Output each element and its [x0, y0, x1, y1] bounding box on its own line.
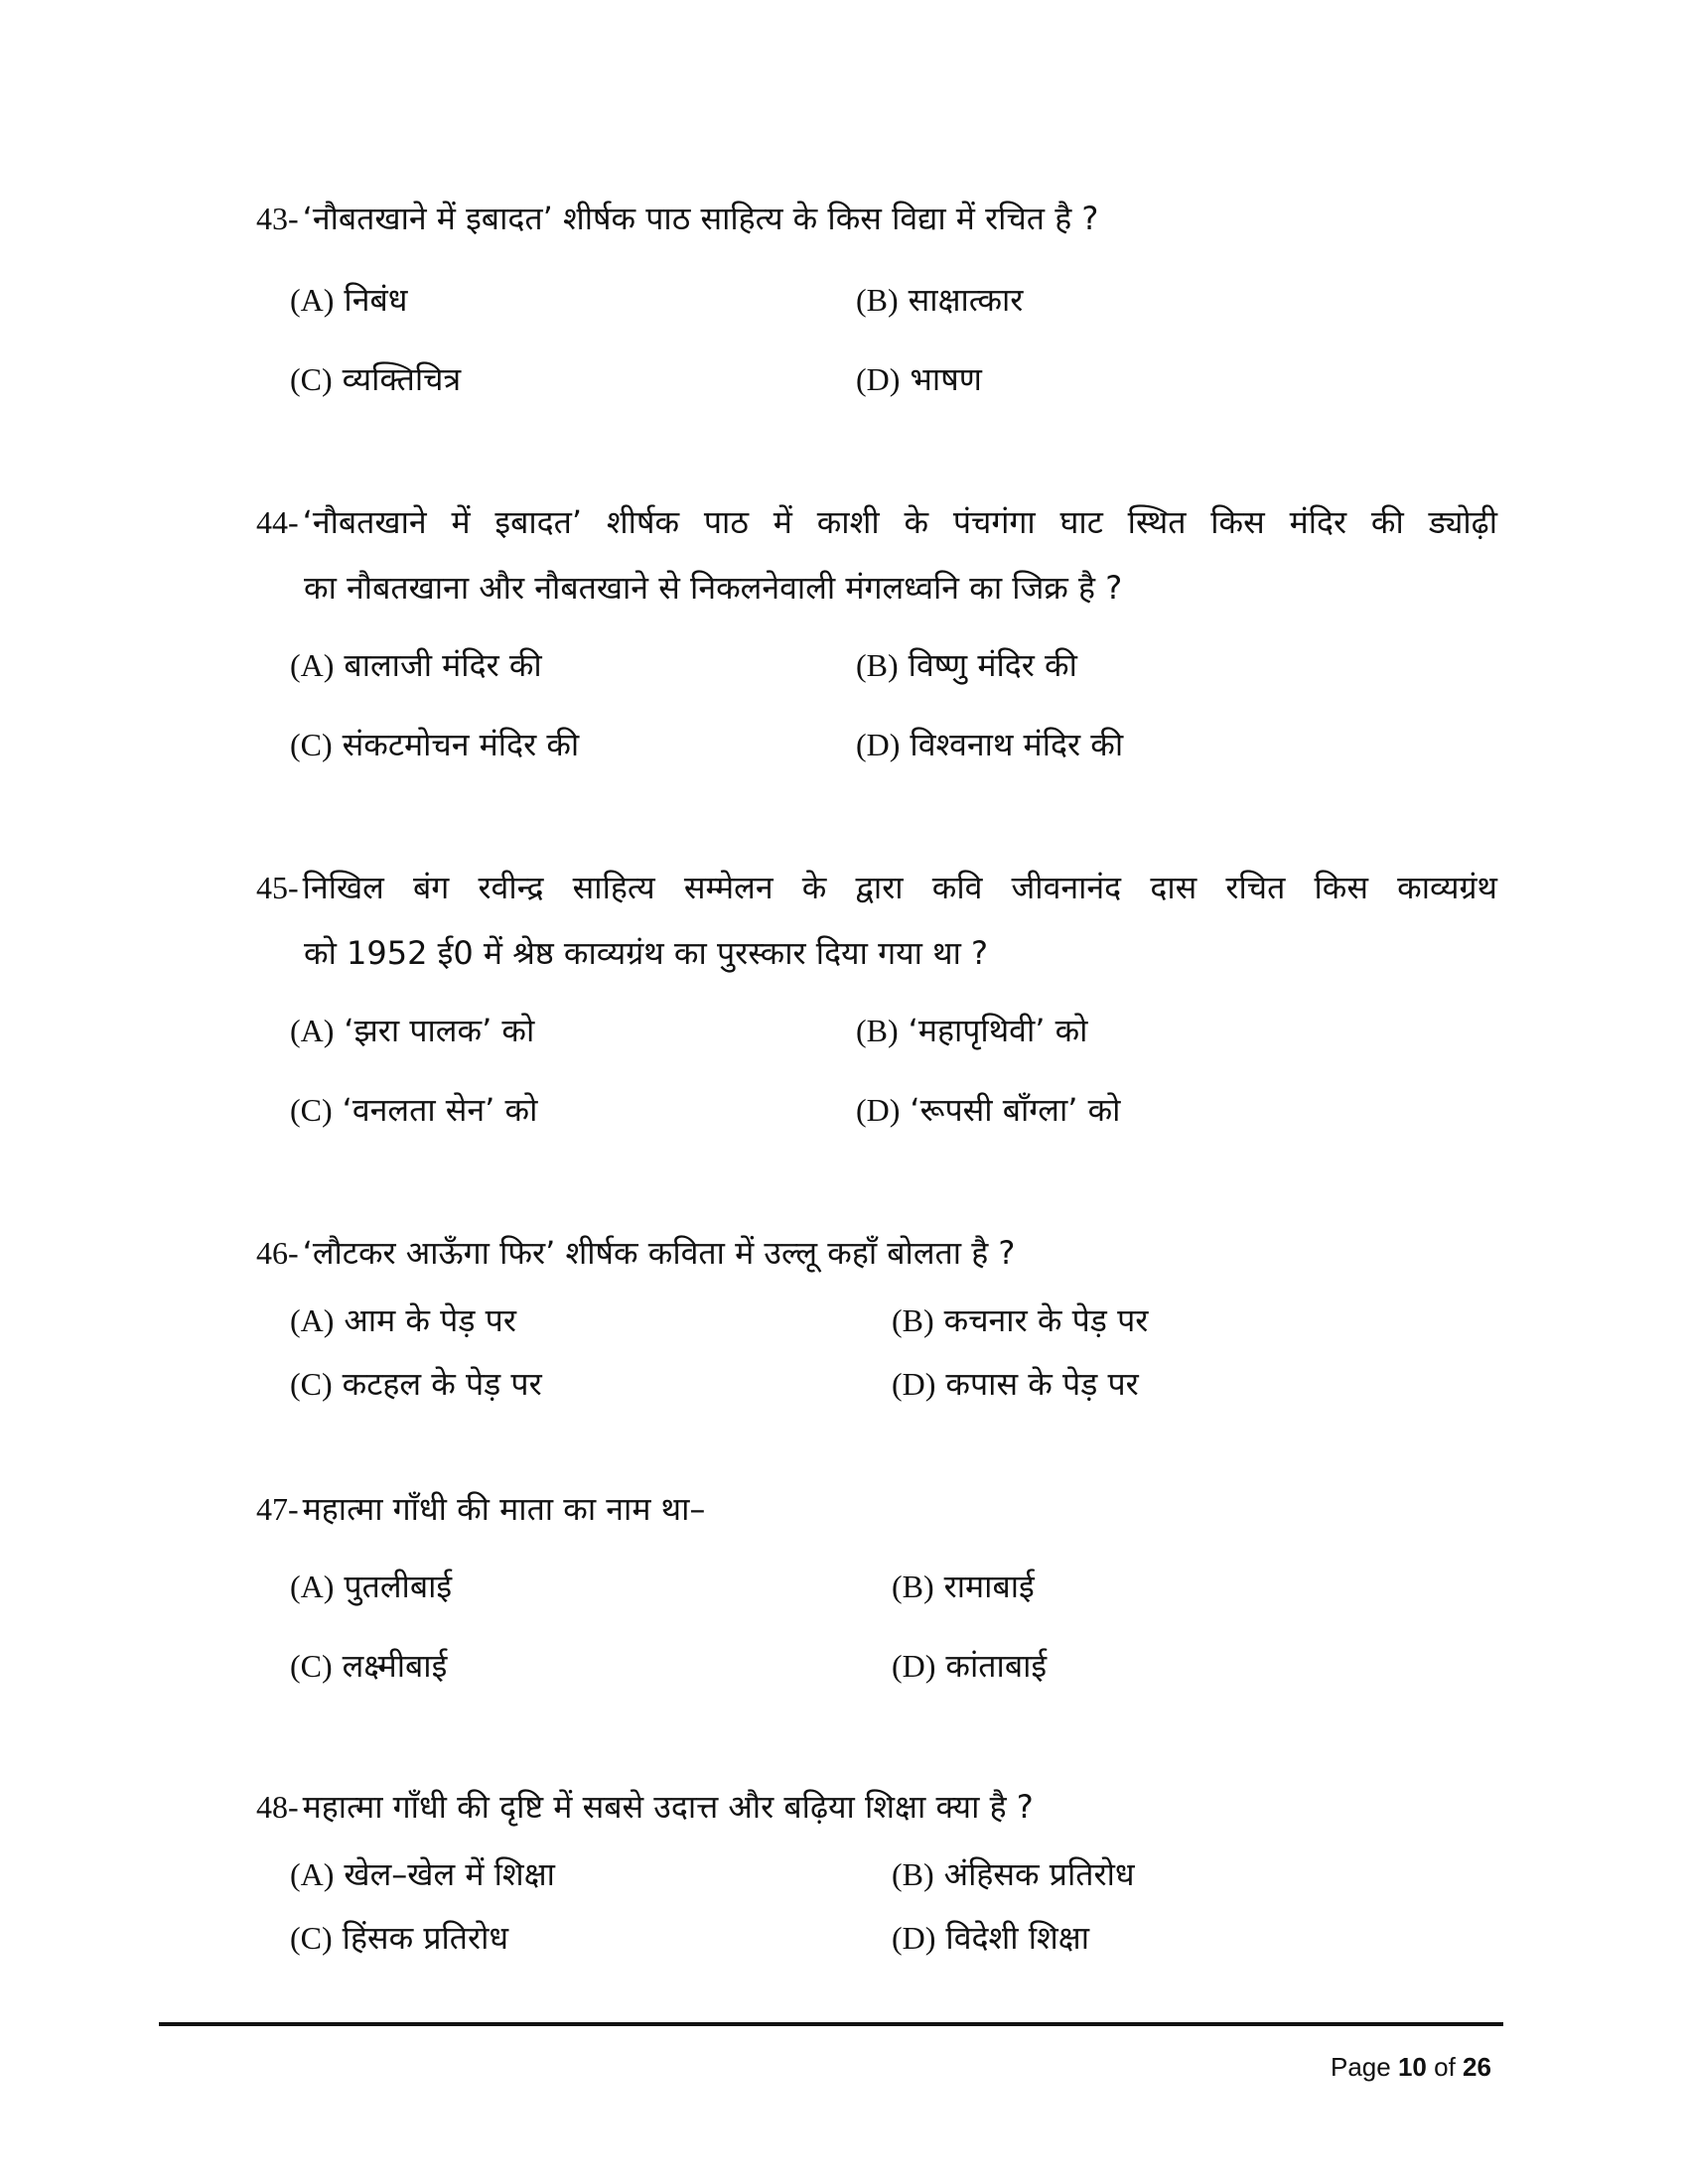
option-a: (A) निबंध	[290, 281, 408, 319]
question-44	[256, 502, 1497, 608]
question-48	[256, 1787, 1497, 1827]
option-a: (A) ‘झरा पालक’ को	[290, 1012, 535, 1049]
option-a: (A) आम के पेड़ पर	[290, 1301, 516, 1339]
question-text: निखिल बंग रवीन्द्र साहित्य सम्मेलन के द्वारा कवि जीवनानंद दास रचित किस काव्यग्रंथ	[302, 869, 1497, 906]
option-c: (C) लक्ष्मीबाई	[290, 1647, 448, 1685]
option-d: (D) कांताबाई	[892, 1647, 1048, 1685]
question-number: 45-	[256, 870, 299, 905]
option-a: (A) खेल–खेल में शिक्षा	[290, 1855, 555, 1893]
question-text: महात्मा गाँधी की दृष्टि में सबसे उदात्त और बढ़िया शिक्षा क्या है ?	[302, 1788, 1034, 1826]
question-45	[256, 868, 1497, 973]
question-text: महात्मा गाँधी की माता का नाम था–	[302, 1490, 706, 1528]
option-c: (C) कटहल के पेड़ पर	[290, 1365, 542, 1403]
question-text: ‘लौटकर आऊँगा फिर’ शीर्षक कविता में उल्लू कहाँ बोलता है ?	[302, 1234, 1016, 1272]
option-b: (B) कचनार के पेड़ पर	[892, 1301, 1149, 1339]
option-c: (C) संकटमोचन मंदिर की	[290, 726, 580, 763]
option-a: (A) पुतलीबाई	[290, 1568, 453, 1605]
question-number: 43-	[256, 201, 299, 236]
option-c: (C) व्यक्तिचित्र	[290, 360, 462, 398]
question-number: 47-	[256, 1491, 299, 1527]
option-b: (B) रामाबाई	[892, 1568, 1035, 1605]
option-b: (B) विष्णु मंदिर की	[856, 646, 1077, 684]
question-number: 46-	[256, 1235, 299, 1271]
question-43	[256, 199, 1497, 238]
question-text: ‘नौबतखाने में इबादत’ शीर्षक पाठ में काशी के पंचगंगा घाट स्थित किस मंदिर की ड्योढ़ी	[302, 503, 1497, 541]
question-text-continued: को 1952 ई0 में श्रेष्ठ काव्यग्रंथ का पुरस्कार दिया गया था ?	[304, 934, 989, 972]
page-number: Page 10 of 26	[1331, 2052, 1491, 2082]
option-d: (D) कपास के पेड़ पर	[892, 1365, 1139, 1403]
question-47	[256, 1489, 1497, 1529]
option-d: (D) भाषण	[856, 360, 982, 398]
option-a: (A) बालाजी मंदिर की	[290, 646, 542, 684]
option-d: (D) ‘रूपसी बाँग्ला’ को	[856, 1091, 1121, 1129]
question-number: 44-	[256, 504, 299, 540]
option-b: (B) साक्षात्कार	[856, 281, 1024, 319]
footer-rule	[159, 2022, 1503, 2026]
option-c: (C) हिंसक प्रतिरोध	[290, 1919, 509, 1957]
question-text-continued: का नौबतखाना और नौबतखाने से निकलनेवाली मंगलध्वनि का जिक्र है ?	[304, 569, 1123, 607]
option-d: (D) विदेशी शिक्षा	[892, 1919, 1089, 1957]
option-d: (D) विश्वनाथ मंदिर की	[856, 726, 1124, 763]
option-b: (B) अंहिसक प्रतिरोध	[892, 1855, 1135, 1893]
option-b: (B) ‘महापृथिवी’ को	[856, 1012, 1088, 1049]
option-c: (C) ‘वनलता सेन’ को	[290, 1091, 538, 1129]
question-46	[256, 1233, 1497, 1273]
question-text: ‘नौबतखाने में इबादत’ शीर्षक पाठ साहित्य के किस विद्या में रचित है ?	[302, 200, 1099, 237]
question-number: 48-	[256, 1789, 299, 1825]
